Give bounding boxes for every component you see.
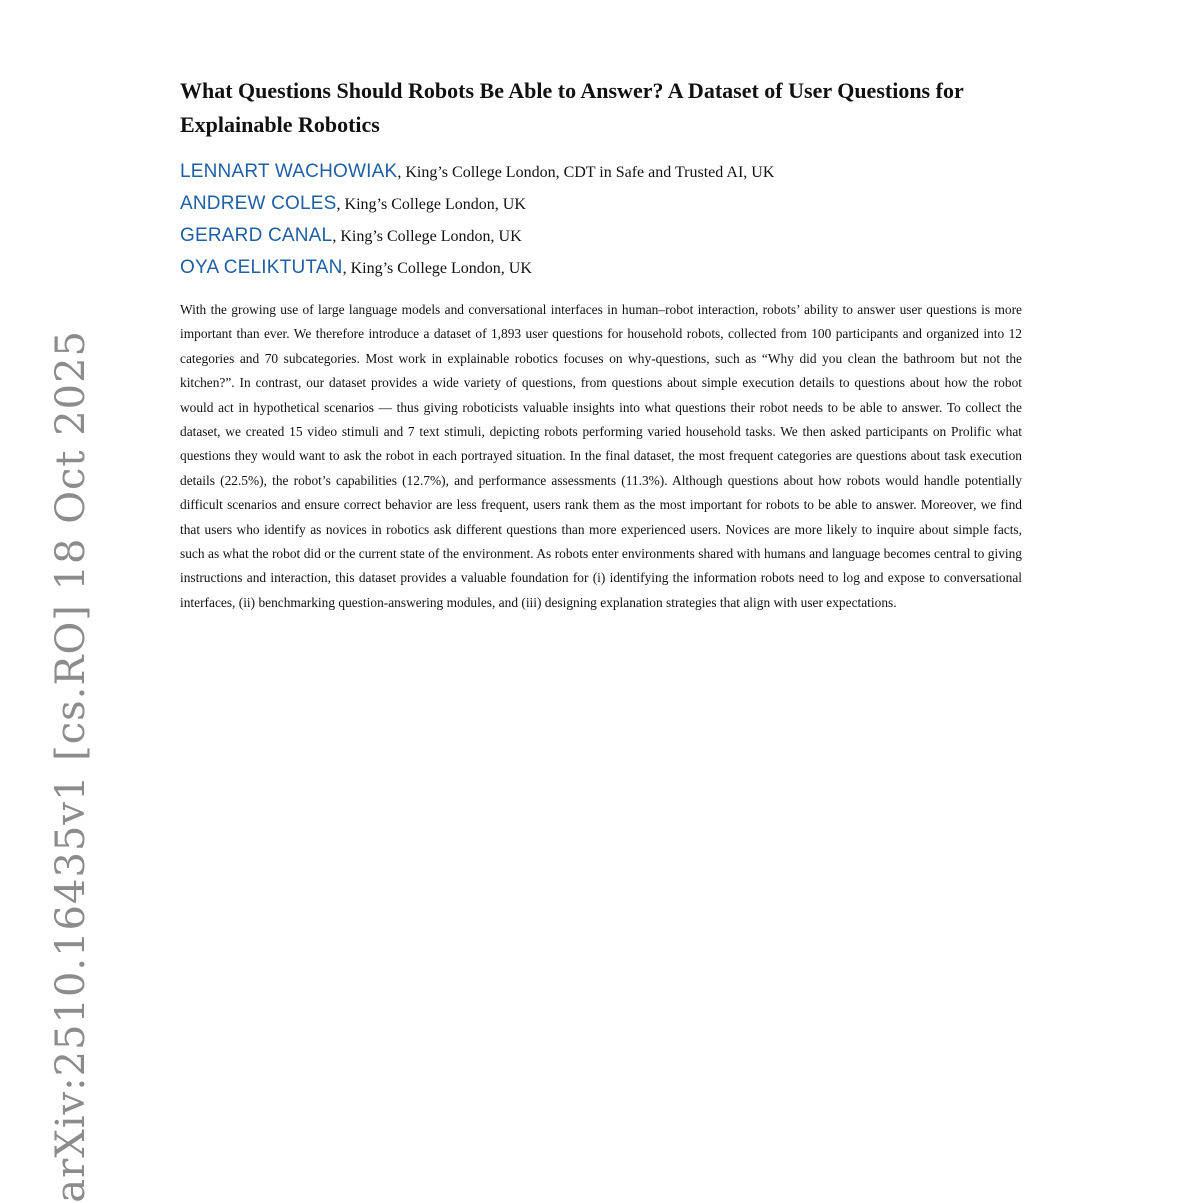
abstract-text: With the growing use of large language models and conversational interfaces in human–robot interaction, robots’ ability to answer user questions is more important than ever. We therefore introduce a dataset of 1,893 user questions for household robots, collected from 100 participants and organized into 12 categories and 70 subcategories. Most work in explainable robotics focuses on why-questions, such as “Why did you clean the bathroom but not the kitchen?”. In contrast, our dataset provides a wide variety of questions, from questions about simple execution details to questions about how the robot would act in hypothetical scenarios — thus giving roboticists valuable insights into what questions their robot needs to be able to answer. To collect the dataset, we created 15 video stimuli and 7 text stimuli, depicting robots performing varied household tasks. We then asked participants on Prolific what questions they would want to ask the robot in each portrayed situation. In the final dataset, the most frequent categories are questions about task execution details (22.5%), the robot’s capabilities (12.7%), and performance assessments (11.3%). Although questions about how robots would handle potentially difficult scenarios and ensure correct behavior are less frequent, users rank them as the most important for robots to be able to answer. Moreover, we find that users who identify as novices in robotics ask different questions than more experienced users. Novices are more likely to inquire about simple facts, such as what the robot did or the current state of the environment. As robots enter environments shared with humans and language becomes central to giving instructions and interaction, this dataset provides a valuable foundation for (i) identifying the information robots need to log and expose to conversational interfaces, (ii) benchmarking question-answering modules, and (iii) designing explanation strategies that align with user expectations.: [180, 302, 1022, 610]
author-entry: [180, 220, 1022, 252]
author-entry: [180, 252, 1022, 284]
author-name[interactable]: LENNART WACHOWIAK: [180, 161, 398, 182]
author-name[interactable]: GERARD CANAL: [180, 225, 333, 246]
paper-title: What Questions Should Robots Be Able to Answer? A Dataset of User Questions for Explainable Robotics: [180, 78, 964, 137]
author-affiliation: , King’s College London, UK: [332, 228, 522, 245]
author-affiliation: , King’s College London, UK: [336, 196, 526, 213]
author-list: [180, 156, 1022, 284]
author-entry: [180, 156, 1022, 188]
author-name[interactable]: ANDREW COLES: [180, 193, 337, 214]
paper-header: [180, 74, 1022, 615]
author-name[interactable]: OYA CELIKTUTAN: [180, 257, 343, 278]
author-entry: [180, 188, 1022, 220]
author-affiliation: , King’s College London, CDT in Safe and Trusted AI, UK: [397, 164, 775, 181]
author-affiliation: , King’s College London, UK: [342, 260, 532, 277]
arxiv-sidebar-stamp: arXiv:2510.16435v1 [cs.RO] 18 Oct 2025: [48, 330, 94, 1203]
